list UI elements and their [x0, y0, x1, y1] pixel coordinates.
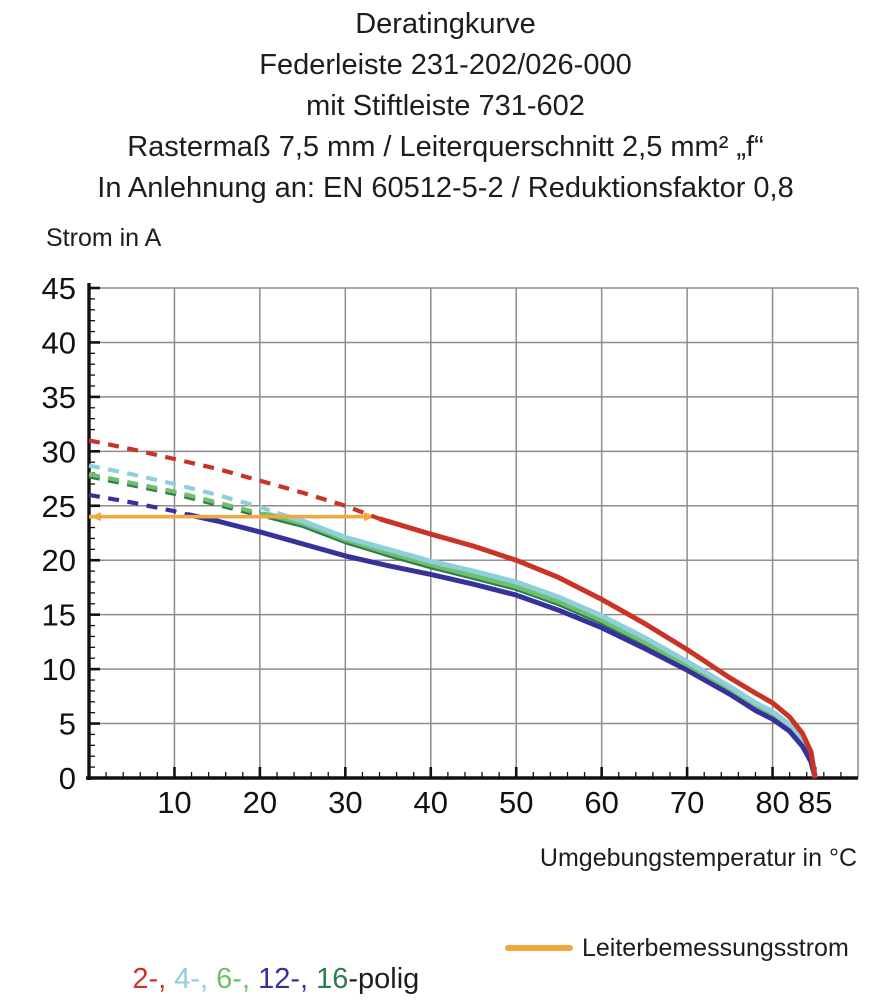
svg-text:30: 30: [41, 434, 76, 470]
svg-text:85: 85: [798, 785, 833, 820]
svg-text:0: 0: [58, 761, 76, 796]
legend-rating: [505, 928, 849, 968]
title-line-3: mit Stiftleiste 731-602: [306, 90, 585, 122]
svg-text:45: 45: [41, 271, 76, 306]
legend-2polig: 2-,: [132, 963, 175, 995]
svg-text:40: 40: [413, 785, 449, 820]
series-2-polig-solid: [380, 519, 816, 778]
svg-text:70: 70: [669, 785, 705, 820]
series-6-polig-dashed: [89, 474, 268, 514]
legend-12polig: 12-,: [258, 963, 317, 995]
legend: [0, 928, 891, 995]
svg-text:10: 10: [41, 652, 76, 688]
legend-6polig: 6-,: [216, 963, 259, 995]
legend-4polig: 4-,: [174, 963, 217, 995]
series-6-polig-solid: [268, 515, 815, 779]
series-2-polig-dashed: [89, 440, 380, 518]
rating-line-left-arrow-icon: [90, 512, 101, 521]
rating-line: [89, 512, 376, 521]
title-line-5: In Anlehnung an: EN 60512-5-2 / Reduktionsfaktor 0,8: [97, 172, 794, 204]
svg-text:20: 20: [242, 785, 278, 820]
legend-16polig: 16: [316, 963, 349, 995]
legend-poles: [84, 930, 419, 1000]
x-tick-labels: [157, 785, 832, 820]
title-line-1: Deratingkurve: [355, 8, 536, 40]
legend-polig-suffix: -polig: [348, 963, 420, 995]
series-12-polig-dashed: [89, 495, 187, 515]
svg-text:40: 40: [41, 325, 76, 361]
svg-text:60: 60: [584, 785, 619, 820]
x-axis-title: Umgebungstemperatur in °C: [539, 844, 857, 872]
svg-text:50: 50: [498, 785, 534, 820]
svg-text:80: 80: [755, 785, 790, 820]
svg-text:30: 30: [328, 785, 363, 820]
svg-text:20: 20: [41, 543, 76, 579]
title-line-4: Rastermaß 7,5 mm / Leiterquerschnitt 2,5 mm² „f“: [127, 131, 764, 163]
rating-line-label: Leiterbemessungsstrom: [582, 933, 849, 962]
svg-text:25: 25: [41, 488, 76, 524]
svg-text:5: 5: [58, 706, 76, 742]
y-axis-title: Strom in A: [46, 224, 162, 252]
y-tick-labels: [42, 271, 76, 796]
svg-text:15: 15: [41, 597, 76, 633]
series-4-polig-solid: [277, 513, 815, 778]
svg-text:10: 10: [157, 785, 192, 820]
axis-ticks: [89, 288, 841, 778]
svg-text:35: 35: [41, 379, 76, 415]
title-line-2: Federleiste 231-202/026-000: [259, 49, 632, 81]
rating-line-swatch: [505, 945, 573, 951]
